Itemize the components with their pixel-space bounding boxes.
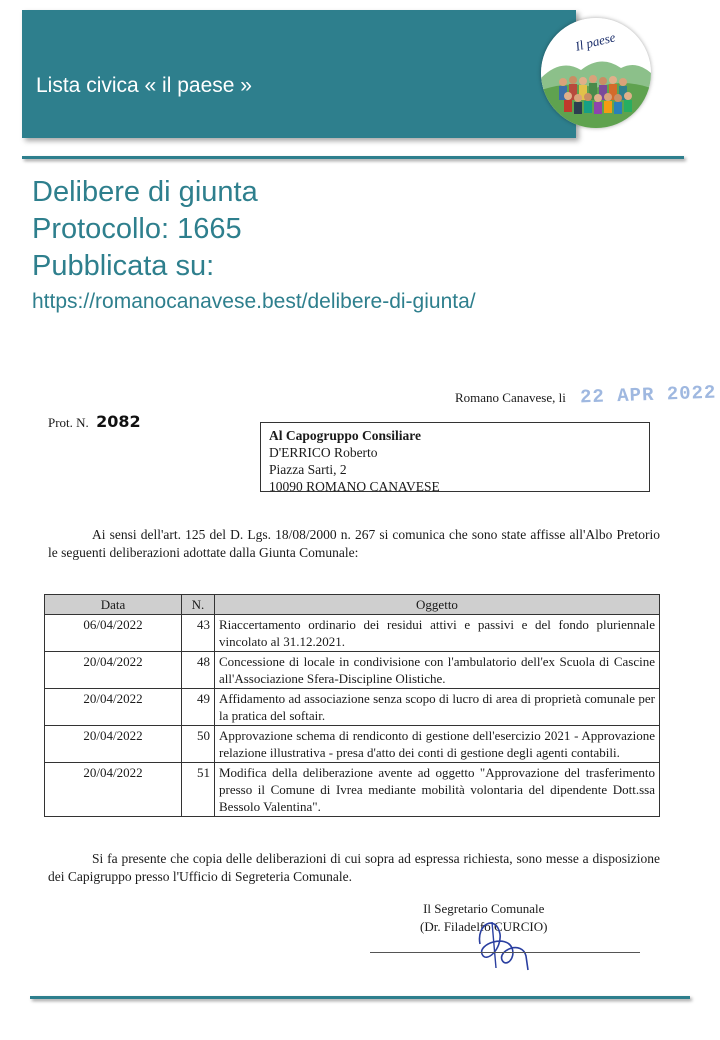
- row-subject: Concessione di locale in condivisione con l'ambulatorio dell'ex Scuola di Cascine all'Associazione Sfera-Discipline Olistiche.: [215, 652, 660, 689]
- row-subject: Riaccertamento ordinario dei residui attivi e passivi e del fondo pluriennale vincolato al 31.12.2021.: [215, 615, 660, 652]
- column-header-number: N.: [182, 595, 215, 615]
- row-number: 50: [182, 726, 215, 763]
- bottom-divider: [30, 996, 690, 999]
- handwritten-signature: [466, 904, 546, 974]
- table-row: [45, 652, 660, 689]
- table-header-row: [45, 595, 660, 615]
- row-subject: Modifica della deliberazione avente ad oggetto "Approvazione del trasferimento presso il Comune di Ivrea mediante mobilità volontaria del dipendente Dott.ssa Bessolo Valentina".: [215, 763, 660, 817]
- intro-protocol: Protocollo: 1665: [32, 213, 242, 245]
- column-header-data: Data: [45, 595, 182, 615]
- header-band: [22, 10, 576, 138]
- signature-line: [370, 952, 640, 953]
- header-title: Lista civica « il paese »: [36, 74, 252, 97]
- intro-url-link[interactable]: https://romanocanavese.best/delibere-di-giunta/: [32, 290, 476, 313]
- signature-role: Il Segretario Comunale: [423, 901, 545, 916]
- closing-paragraph-text: Si fa presente che copia delle deliberazioni di cui sopra ad espressa richiesta, sono messe a disposizione dei Capigruppo presso l'Ufficio di Segreteria Comunale.: [48, 851, 660, 884]
- protocol-number: 2082: [96, 412, 141, 431]
- closing-paragraph: [48, 850, 660, 886]
- table-row: [45, 689, 660, 726]
- table-row: [45, 763, 660, 817]
- row-date: 20/04/2022: [45, 689, 182, 726]
- row-date: 06/04/2022: [45, 615, 182, 652]
- row-number: 49: [182, 689, 215, 726]
- signature-name: (Dr. Filadelfo CURCIO): [420, 919, 548, 934]
- protocol-label: Prot. N.: [48, 415, 89, 430]
- date-stamp: 22 APR 2022: [579, 381, 717, 409]
- intro-block: [32, 174, 476, 317]
- top-divider: [22, 156, 684, 159]
- table-row: [45, 615, 660, 652]
- row-date: 20/04/2022: [45, 652, 182, 689]
- row-date: 20/04/2022: [45, 726, 182, 763]
- row-number: 43: [182, 615, 215, 652]
- recipient-city: 10090 ROMANO CANAVESE: [269, 479, 440, 494]
- recipient-title: Al Capogruppo Consiliare: [269, 428, 422, 443]
- protocol-line: [48, 412, 141, 431]
- intro-paragraph: [48, 526, 660, 562]
- intro-title: Delibere di giunta: [32, 176, 258, 208]
- row-number: 48: [182, 652, 215, 689]
- recipient-box: [260, 422, 650, 492]
- table-row: [45, 726, 660, 763]
- deliberations-table: [44, 594, 660, 817]
- column-header-oggetto: Oggetto: [215, 595, 660, 615]
- logo: [541, 18, 651, 128]
- place-date: Romano Canavese, li: [455, 390, 566, 405]
- row-date: 20/04/2022: [45, 763, 182, 817]
- recipient-street: Piazza Sarti, 2: [269, 462, 347, 477]
- logo-text: Il paese: [573, 29, 617, 54]
- row-subject: Approvazione schema di rendiconto di gestione dell'esercizio 2021 - Approvazione relazione illustrativa - presa d'atto dei conti di gestione degli agenti contabili.: [215, 726, 660, 763]
- recipient-name: D'ERRICO Roberto: [269, 445, 378, 460]
- row-subject: Affidamento ad associazione senza scopo di lucro di area di proprietà comunale per la pratica del softair.: [215, 689, 660, 726]
- row-number: 51: [182, 763, 215, 817]
- scanned-letter: [0, 360, 720, 990]
- intro-published-label: Pubblicata su:: [32, 250, 215, 282]
- intro-paragraph-text: Ai sensi dell'art. 125 del D. Lgs. 18/08/2000 n. 267 si comunica che sono state affisse all'Albo Pretorio le seguenti deliberazioni adottate dalla Giunta Comunale:: [48, 527, 660, 560]
